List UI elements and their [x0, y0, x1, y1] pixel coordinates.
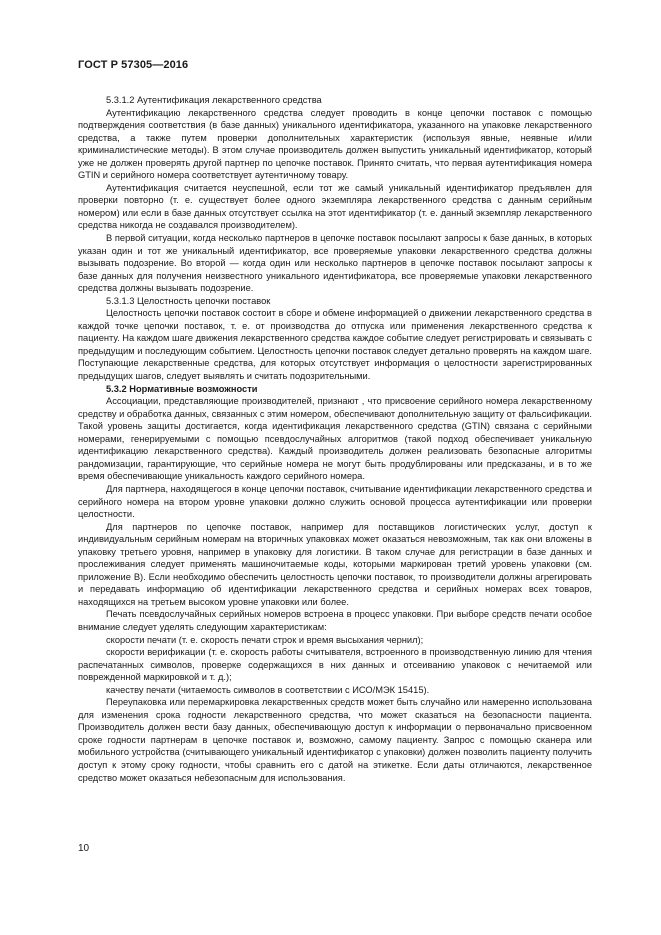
- section-heading: [78, 94, 592, 107]
- paragraph-text: В первой ситуации, когда несколько партнеров в цепочке поставок посылают запросы к базе данных, в которых указан один и тот же уникальный идентификатор, все проверяемые упаковки лекарственного средства должны вызывать подозрение. Во второй — когда один или несколько партнеров в цепочке поставок посылают запросы к базе данных для получения неизвестного уникального идентификатора, все проверяемые упаковки лекарственного средства должны вызывать подозрение.: [78, 233, 592, 294]
- body-paragraph: [78, 232, 592, 295]
- body-paragraph: [78, 182, 592, 232]
- body-paragraph: [78, 307, 592, 382]
- page-header-standard: ГОСТ Р 57305—2016: [78, 59, 189, 71]
- paragraph-text: Ассоциации, представляющие производителей, признают , что присвоение серийного номера лекарственному средству и обработка данных, связанных с этим номером, обеспечивают дополнительную защиту от фальсификации. Такой уровень защиты достигается, когда идентификация лекарственного средства (GTIN) связана с серийными номерами, генерируемыми с помощью псевдослучайных алгоритмов (такой подход обеспечивает уникальную идентификацию лекарственного средства). Каждый производитель должен реализовать безопасные алгоритмы рандомизации, гарантирующие, что серийные номера не могут быть продублированы или предсказаны, и в то же время обеспечивающие уникальность каждого серийного номера.: [78, 396, 592, 482]
- paragraph-text: 5.3.1.2 Аутентификация лекарственного средства: [106, 95, 322, 105]
- list-item: [78, 646, 592, 684]
- body-paragraph: [78, 395, 592, 483]
- section-heading: [78, 295, 592, 308]
- paragraph-text: 5.3.2 Нормативные возможности: [106, 383, 258, 394]
- paragraph-text: скорости печати (т. е. скорость печати строк и время высыхания чернил);: [106, 634, 424, 645]
- list-item: [78, 684, 592, 697]
- section-heading-bold: [78, 383, 592, 396]
- body-paragraph: [78, 608, 592, 633]
- paragraph-text: скорости верификации (т. е. скорость работы считывателя, встроенного в производственную линию для чтения распечатанных символов, проверке содержащихся в них данных и отсеиванию упаковок с нечитаемой или поврежденной маркировкой и т. д.);: [78, 647, 592, 683]
- page-number: 10: [78, 843, 90, 854]
- paragraph-text: Аутентификацию лекарственного средства следует проводить в конце цепочки поставок с помощью подтверждения соответствия (в базе данных) уникального идентификатора, указанного на упаковке лекарственного средства, а также путем проверки дополнительных характеристик (используя явные, неявные и/или криминалистические методы). В этом случае производитель должен выпустить уникальный идентификатор, который уже не должен проверять другой партнер по цепочке поставок. Принято считать, что первая аутентификация номера GTIN и серийного номера соответствует аутентичному товару.: [78, 107, 592, 181]
- paragraph-text: качеству печати (читаемость символов в соответствии с ИСО/МЭК 15415).: [106, 684, 430, 695]
- paragraph-text: Для партнера, находящегося в конце цепочки поставок, считывание идентификации лекарственного средства и серийного номера на втором уровне упаковки должно служить основой процесса аутентификации или проверки целостности.: [78, 483, 592, 520]
- paragraph-text: Переупаковка или перемаркировка лекарственных средств может быть случайно или намеренно использована для изменения срока годности лекарственного средства, что может сказаться на безопасности пациента. Производитель должен вести базу данных, обеспечивающую доступ к информации о первоначально присвоенном сроке годности партнерам в цепочке поставок и, возможно, самому пациенту. Запрос с помощью сканера или мобильного устройства (считывающего уникальный идентификатор с упаковки) должен позволить пациенту получить доступ к этому сроку годности, чтобы сравнить его с датой на этикетке. Если даты отличаются, лекарственное средство может оказаться небезопасным для использования.: [78, 697, 592, 783]
- paragraph-text: 5.3.1.3 Целостность цепочки поставок: [106, 295, 271, 306]
- paragraph-text: Для партнеров по цепочке поставок, например для поставщиков логистических услуг, доступ к индивидуальным серийным номерам на вторичных упаковках может оказаться невозможным, так как они вложены в упаковку третьего уровня, например в упаковку для логистики. В таком случае для регистрации в базе данных и прослеживания следует применять машиночитаемые коды, которыми маркирован третий уровень упаковки (см. приложение В). Если необходимо обеспечить целостность цепочки поставок, то производители должны агрегировать и передавать информацию об идентификации лекарственного средства и серийных номерах всех товаров, находящихся на третьем высоком уровне упаковки или более.: [78, 521, 592, 607]
- body-paragraph: [78, 483, 592, 521]
- list-item: [78, 634, 592, 647]
- paragraph-text: Целостность цепочки поставок состоит в сборе и обмене информацией о движении лекарственного средства в каждой точке цепочки поставок, т. е. от производства до отпуска или применения лекарственного средства к пациенту. На каждом шаге движения лекарственного средства каждое событие следует регистрировать и связывать с предыдущим и последующим событием. Целостность цепочки поставок следует детально проверять на каждом шаге. Поступающие лекарственные средства, для которых отсутствует информация о целостности зарегистрированных предыдущих шагов, следует выявлять и считать подозрительными.: [78, 308, 592, 382]
- document-body: [78, 94, 592, 784]
- body-paragraph: [78, 107, 592, 182]
- paragraph-text: Аутентификация считается неуспешной, если тот же самый уникальный идентификатор предъявлен для проверки повторно (т. е. существует более одного экземпляра лекарственного средства с данным серийным номером) или если в базе данных отсутствует ссылка на этот идентификатор (т. е. данный экземпляр лекарственного средства никогда не создавался производителем).: [78, 182, 592, 231]
- body-paragraph: [78, 696, 592, 784]
- body-paragraph: [78, 521, 592, 609]
- paragraph-text: Печать псевдослучайных серийных номеров встроена в процесс упаковки. При выборе средств печати особое внимание следует уделять следующим характеристикам:: [78, 609, 592, 632]
